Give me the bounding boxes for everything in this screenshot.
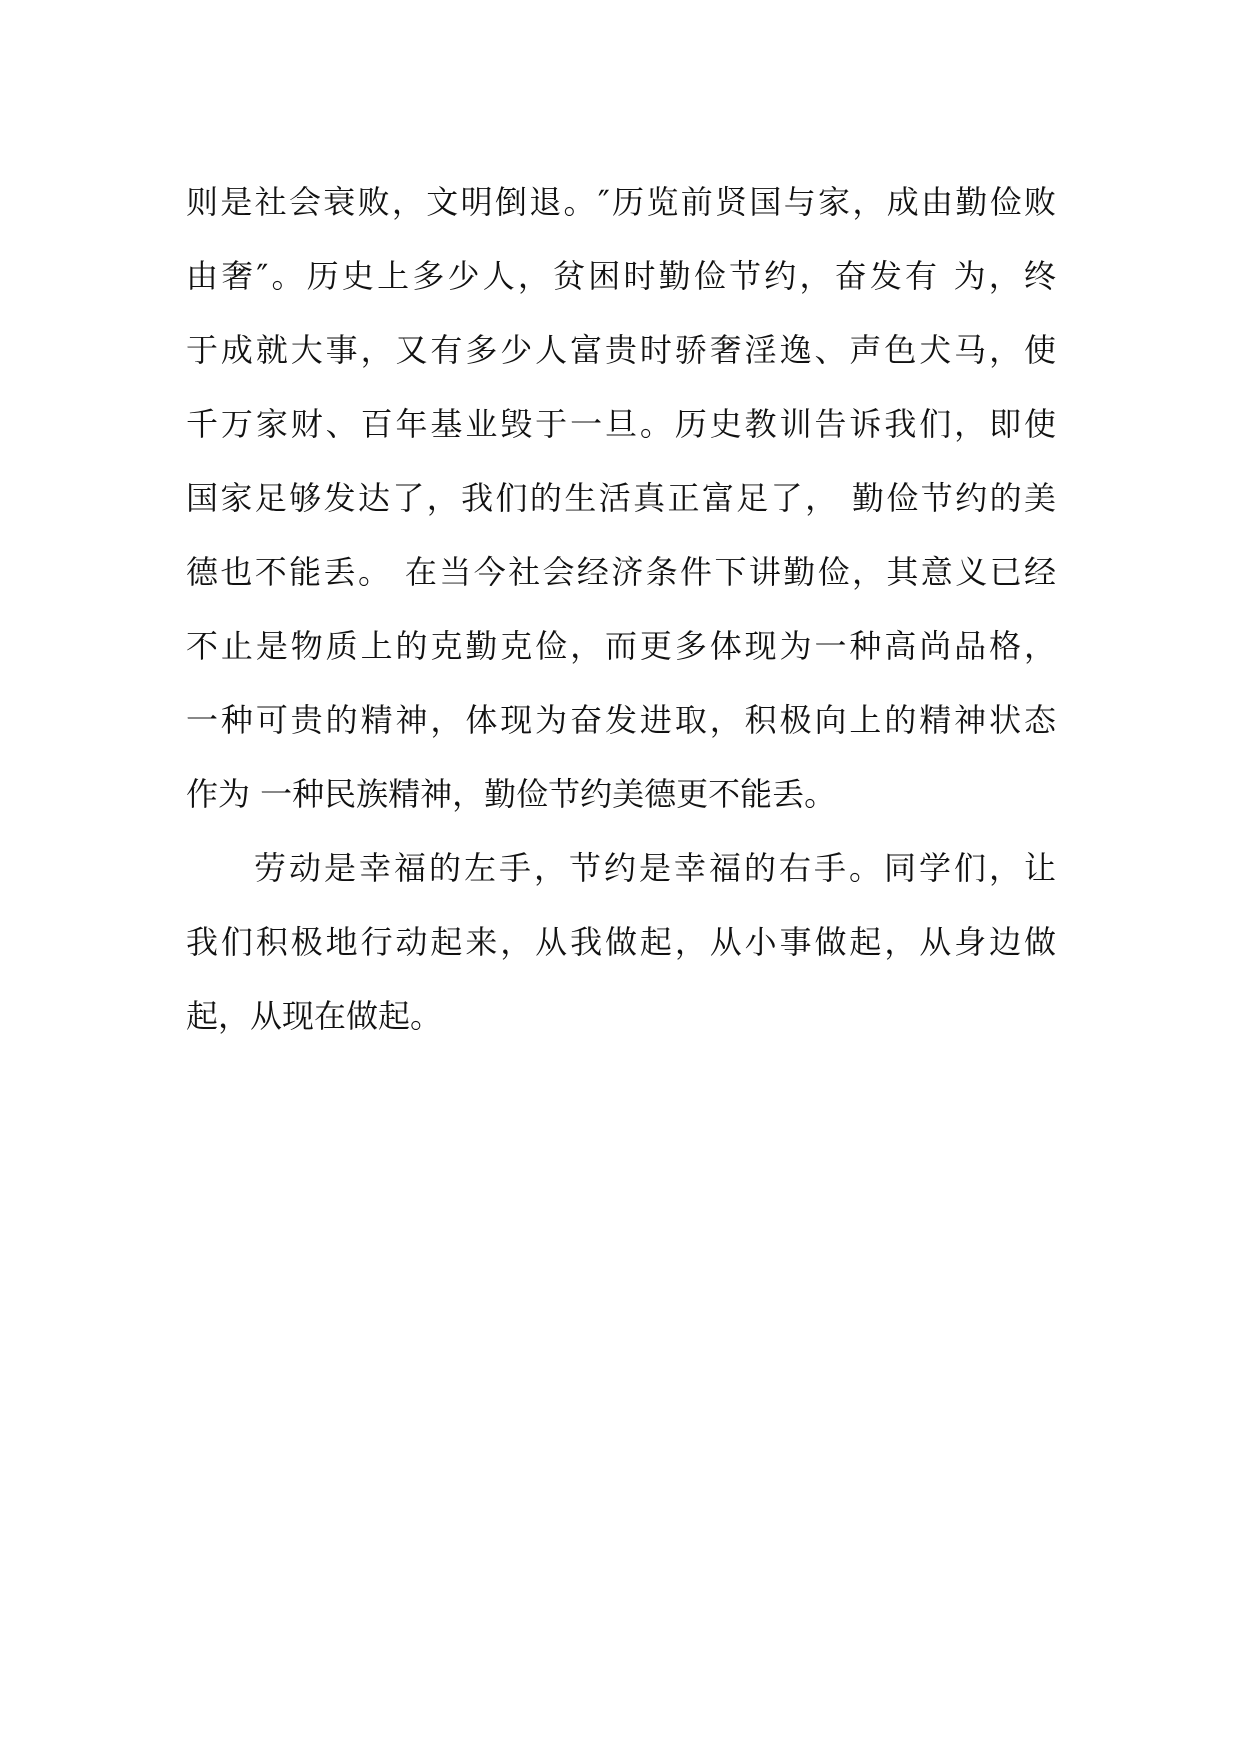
text-line: 德也不能丢。 在当今社会经济条件下讲勤俭，其意义已经 <box>186 553 1056 591</box>
text-line: 不止是物质上的克勤克俭，而更多体现为一种高尚品格， <box>186 627 1056 665</box>
paragraph-1 <box>186 165 1056 831</box>
text-line: 劳动是幸福的左手，节约是幸福的右手。同学们，让 <box>254 849 1056 887</box>
text-line: 国家足够发达了，我们的生活真正富足了， 勤俭节约的美 <box>186 479 1056 517</box>
text-line: 一种可贵的精神，体现为奋发进取，积极向上的精神状态 <box>186 701 1056 739</box>
text-line: 千万家财、百年基业毁于一旦。历史教训告诉我们，即使 <box>186 405 1056 443</box>
text-line: 作为 一种民族精神，勤俭节约美德更不能丢。 <box>186 775 837 813</box>
text-line: 于成就大事，又有多少人富贵时骄奢淫逸、声色犬马，使 <box>186 331 1056 369</box>
text-line: 起，从现在做起。 <box>186 997 443 1035</box>
text-line: 由奢″。历史上多少人，贫困时勤俭节约，奋发有 为，终 <box>186 257 1056 295</box>
body-text <box>186 165 1056 1053</box>
paragraph-2 <box>186 831 1056 1053</box>
text-line: 则是社会衰败，文明倒退。″历览前贤国与家，成由勤俭败 <box>186 183 1056 221</box>
text-line: 我们积极地行动起来，从我做起，从小事做起，从身边做 <box>186 923 1056 961</box>
